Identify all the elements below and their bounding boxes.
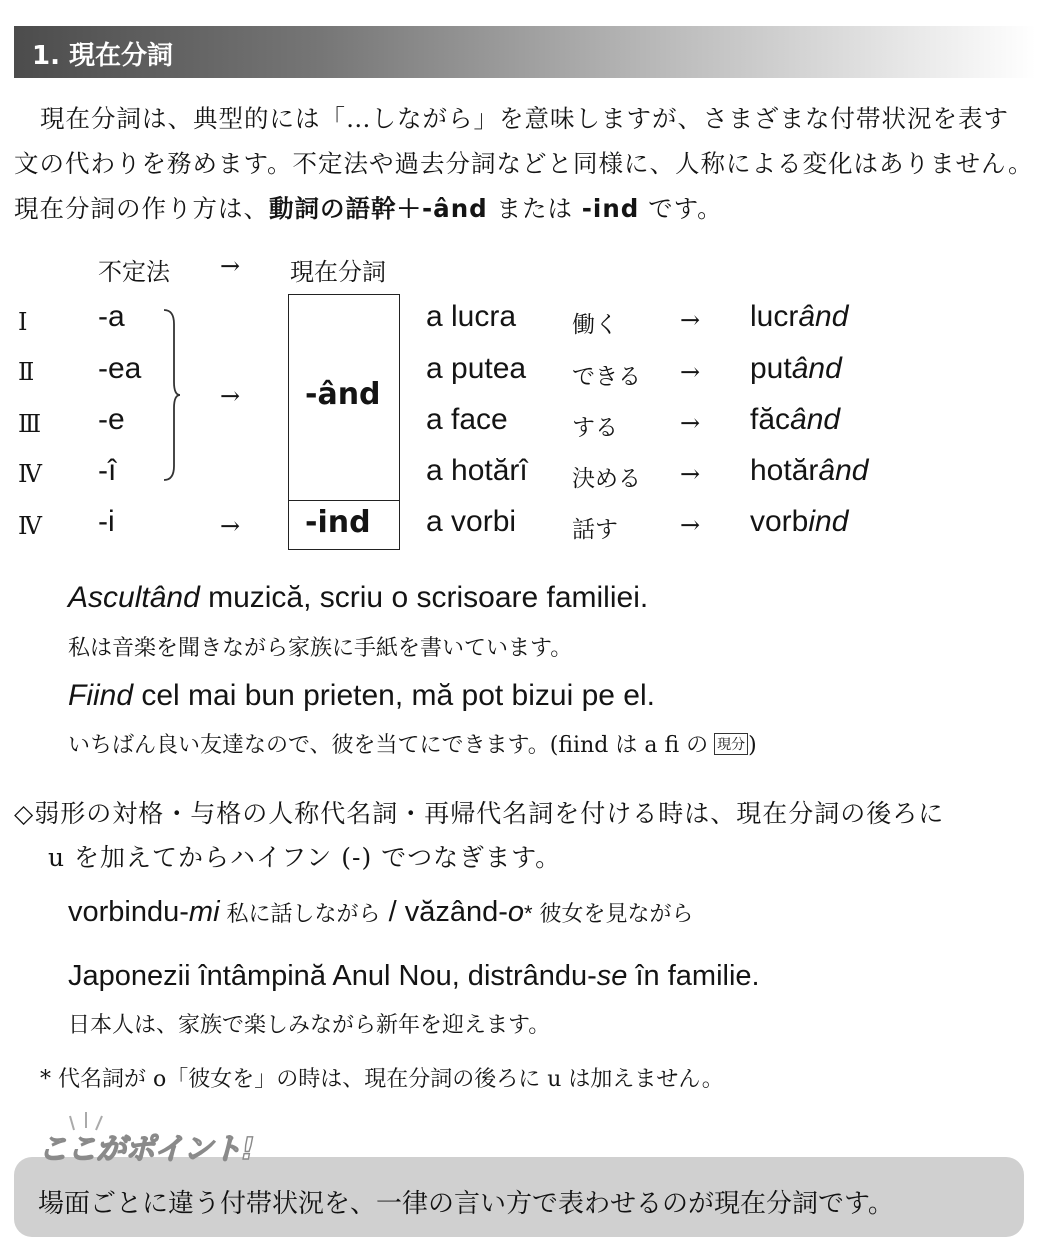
footnote: * 代名詞が o「彼女を」の時は、現在分詞の後ろに u は加えません。: [40, 1067, 724, 1092]
group-label: Ⅲ: [18, 410, 42, 438]
group-label: Ⅰ: [18, 308, 28, 336]
header-participle: 現在分詞: [290, 258, 386, 286]
form-meaning: 彼女を見ながら: [532, 902, 694, 927]
note-line: [14, 794, 944, 830]
header-infinitive: 不定法: [98, 258, 170, 286]
example-rest: cel mai bun prieten, mă pot bizui pe el.: [133, 679, 655, 712]
separator: /: [380, 896, 405, 928]
meaning: 話す: [572, 517, 618, 543]
ending: ând: [798, 300, 849, 333]
participle-result: [750, 454, 868, 488]
grammar-tag: 現分: [714, 733, 748, 755]
ending: ând: [818, 454, 869, 487]
meaning: 決める: [572, 466, 641, 492]
participle-result: [750, 505, 848, 539]
section-title: 1. 現在分詞: [32, 41, 174, 71]
arrow: →: [680, 306, 701, 334]
participle-result: [750, 352, 842, 386]
translation-close: ): [748, 733, 757, 758]
example-italic: se: [596, 960, 628, 992]
example-sentence: [68, 679, 655, 713]
intro-text: 現在分詞は、典型的には「…しながら」を意味しますが、さまざまな付帯状況を表す文の代わりを務めます。不定法や過去分詞などと同様に、人称による変化はありません。現在分詞の作り方は、: [14, 104, 1034, 223]
arrow: →: [220, 382, 241, 410]
meaning: できる: [572, 364, 641, 390]
example-sentence: [68, 960, 760, 993]
group-label: Ⅱ: [18, 358, 35, 386]
ending: ând: [791, 352, 842, 385]
arrow: →: [680, 358, 701, 386]
ending-divider: [289, 500, 399, 501]
example-translation: [68, 728, 757, 759]
intro-or: または: [487, 194, 582, 223]
participle-result: [750, 403, 840, 437]
form-base: vorbindu-: [68, 896, 189, 928]
example-rest: în familie.: [627, 960, 760, 992]
example-italic: Fiind: [68, 679, 134, 712]
arrow: →: [680, 460, 701, 488]
stem: vorb: [750, 505, 809, 538]
suffix: -e: [98, 403, 125, 436]
suffix: -ea: [98, 352, 142, 385]
ending-ind: -ind: [305, 505, 371, 540]
note-line-2: u を加えてからハイフン (-) でつなぎます。: [48, 843, 562, 872]
intro-formula: 動詞の語幹＋-ând: [269, 194, 488, 223]
ending-and: -ând: [305, 377, 381, 412]
suffix: -i: [98, 505, 115, 538]
stem: hotăr: [750, 454, 819, 487]
pronoun-examples: [68, 896, 694, 929]
form-meaning: 私に話しながら: [219, 902, 381, 927]
arrow: →: [220, 512, 241, 540]
meaning: する: [572, 415, 618, 441]
example-italic: Ascultând: [68, 581, 200, 614]
group-label: Ⅳ: [18, 512, 42, 540]
suffix: -a: [98, 300, 125, 333]
arrow: →: [680, 511, 701, 539]
ending: ind: [808, 505, 849, 538]
intro-end: です。: [639, 194, 723, 223]
participle-result: [750, 300, 848, 334]
suffix: -î: [98, 454, 117, 487]
translation-text: いちばん良い友達なので、彼を当てにできます。(fiind は a fi の: [68, 733, 709, 758]
arrow: →: [680, 409, 701, 437]
intro-paragraph: [14, 96, 1034, 231]
verb: a lucra: [426, 300, 517, 333]
example-rest: muzică, scriu o scrisoare familiei.: [199, 581, 649, 614]
example-translation: 日本人は、家族で楽しみながら新年を迎えます。: [68, 1013, 551, 1038]
stem: lucr: [750, 300, 799, 333]
note-text: 弱形の対格・与格の人称代名詞・再帰代名詞を付ける時は、現在分詞の後ろに: [34, 799, 945, 828]
group-label: Ⅳ: [18, 460, 42, 488]
ending-box: [288, 294, 400, 550]
point-title: ここがポイント!: [38, 1132, 254, 1167]
intro-ind: -ind: [581, 194, 640, 223]
verb: a vorbi: [426, 505, 517, 538]
verb: a putea: [426, 352, 527, 385]
brace-icon: [160, 306, 184, 484]
verb: a hotărî: [426, 454, 528, 487]
diamond-icon: ◇: [14, 799, 35, 828]
stem: put: [750, 352, 792, 385]
example-sentence: [68, 581, 648, 615]
point-text: 場面ごとに違う付帯状況を、一律の言い方で表わせるのが現在分詞です。: [38, 1189, 894, 1219]
form-pronoun: o: [507, 896, 524, 928]
example-text: Japonezii întâmpină Anul Nou, distrându-: [68, 960, 597, 992]
verb: a face: [426, 403, 508, 436]
meaning: 働く: [572, 312, 618, 338]
example-translation: 私は音楽を聞きながら家族に手紙を書いています。: [68, 636, 573, 661]
section-header: [14, 26, 1036, 78]
form-base: văzând-: [404, 896, 508, 928]
stem: făc: [750, 403, 791, 436]
form-pronoun: mi: [188, 896, 220, 928]
point-box: [14, 1157, 1024, 1237]
header-arrow: →: [220, 252, 241, 280]
footnote-mark: *: [524, 901, 533, 926]
ending: ând: [790, 403, 841, 436]
